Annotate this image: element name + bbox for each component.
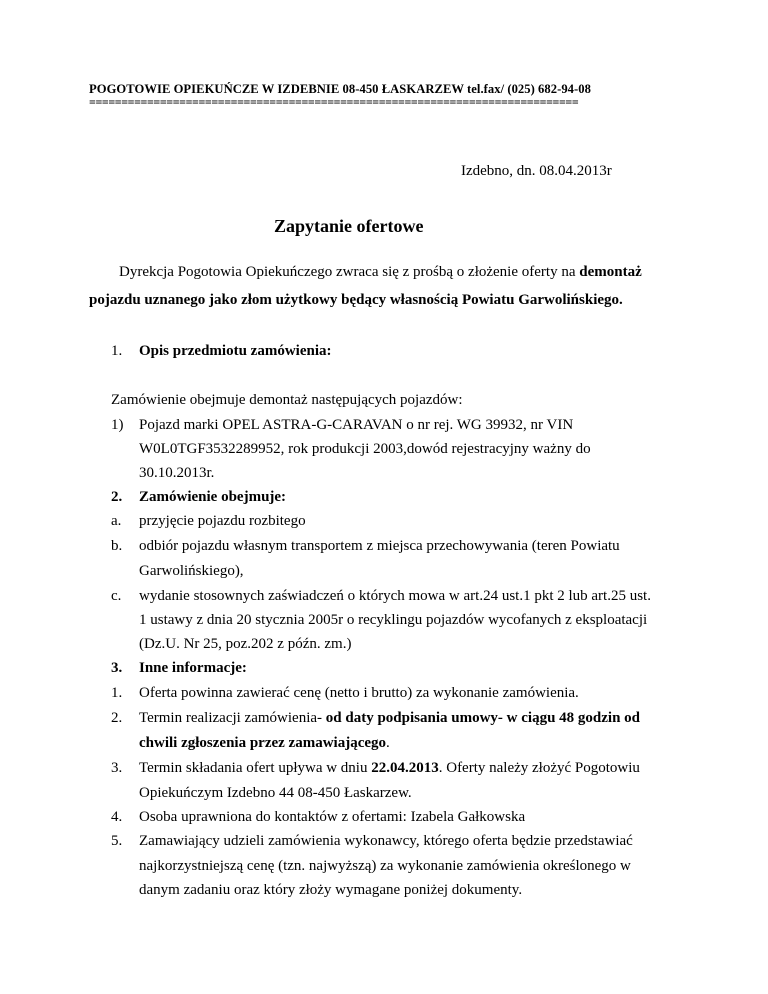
scope-item-c-marker: c.: [111, 588, 122, 604]
vehicle-number: 1): [111, 417, 124, 433]
intro-line-1: Dyrekcja Pogotowia Opiekuńczego zwraca się z prośbą o złożenie oferty na demontaż: [119, 264, 642, 280]
letterhead: POGOTOWIE OPIEKUŃCZE W IZDEBNIE 08-450 ŁASKARZEW tel.fax/ (025) 682-94-08: [89, 82, 591, 96]
vehicle-line-1: Pojazd marki OPEL ASTRA-G-CARAVAN o nr rej. WG 39932, nr VIN: [139, 417, 574, 433]
section-1-number: 1.: [111, 343, 123, 359]
scope-item-b-marker: b.: [111, 538, 123, 554]
info-1-number: 1.: [111, 685, 123, 701]
scope-item-b-line-2: Garwolińskiego),: [139, 563, 244, 579]
section-2-title: Zamówienie obejmuje:: [139, 489, 287, 505]
info-2-line-1: Termin realizacji zamówienia- od daty podpisania umowy- w ciągu 48 godzin od: [139, 710, 641, 726]
intro-line-2: pojazdu uznanego jako złom użytkowy będący własnością Powiatu Garwolińskiego.: [89, 292, 623, 308]
info-4-number: 4.: [111, 809, 123, 825]
scope-item-b-line-1: odbiór pojazdu własnym transportem z miejsca przechowywania (teren Powiatu: [139, 538, 620, 554]
section-3-number: 3.: [111, 660, 123, 676]
scope-item-c-line-2: 1 ustawy z dnia 20 stycznia 2005r o recyklingu pojazdów wycofanych z eksploatacji: [139, 612, 648, 628]
scope-item-a: przyjęcie pojazdu rozbitego: [139, 513, 306, 529]
info-3-line-2: Opiekuńczym Izdebno 44 08-450 Łaskarzew.: [139, 785, 412, 801]
document-title: Zapytanie ofertowe: [274, 216, 424, 236]
section-2-number: 2.: [111, 489, 123, 505]
info-2-line-2: chwili zgłoszenia przez zamawiającego.: [139, 735, 390, 751]
info-5-line-2: najkorzystniejszą cenę (tzn. najwyższą) za wykonanie zamówienia określonego w: [139, 858, 631, 874]
info-4: Osoba uprawniona do kontaktów z ofertami: Izabela Gałkowska: [139, 809, 526, 825]
info-1: Oferta powinna zawierać cenę (netto i brutto) za wykonanie zamówienia.: [139, 685, 579, 701]
info-2-number: 2.: [111, 710, 123, 726]
scope-item-a-marker: a.: [111, 513, 122, 529]
info-5-line-3: danym zadaniu oraz który złoży wymagane poniżej dokumenty.: [139, 882, 523, 898]
vehicle-line-3: 30.10.2013r.: [139, 465, 215, 481]
scope-intro: Zamówienie obejmuje demontaż następujących pojazdów:: [111, 392, 463, 408]
section-1-title: Opis przedmiotu zamówienia:: [139, 343, 332, 359]
section-3-title: Inne informacje:: [139, 660, 247, 676]
scope-item-c-line-3: (Dz.U. Nr 25, poz.202 z późn. zm.): [139, 636, 352, 652]
info-5-line-1: Zamawiający udzieli zamówienia wykonawcy, którego oferta będzie przedstawiać: [139, 833, 633, 849]
info-3-number: 3.: [111, 760, 123, 776]
info-5-number: 5.: [111, 833, 123, 849]
scope-item-c-line-1: wydanie stosownych zaświadczeń o których mowa w art.24 ust.1 pkt 2 lub art.25 ust.: [139, 588, 651, 604]
info-3-line-1: Termin składania ofert upływa w dniu 22.04.2013. Oferty należy złożyć Pogotowiu: [139, 760, 640, 776]
letterhead-rule: ============================================================================: [89, 96, 579, 108]
document-date: Izdebno, dn. 08.04.2013r: [461, 163, 612, 179]
vehicle-line-2: W0L0TGF3532289952, rok produkcji 2003,dowód rejestracyjny ważny do: [139, 441, 591, 457]
